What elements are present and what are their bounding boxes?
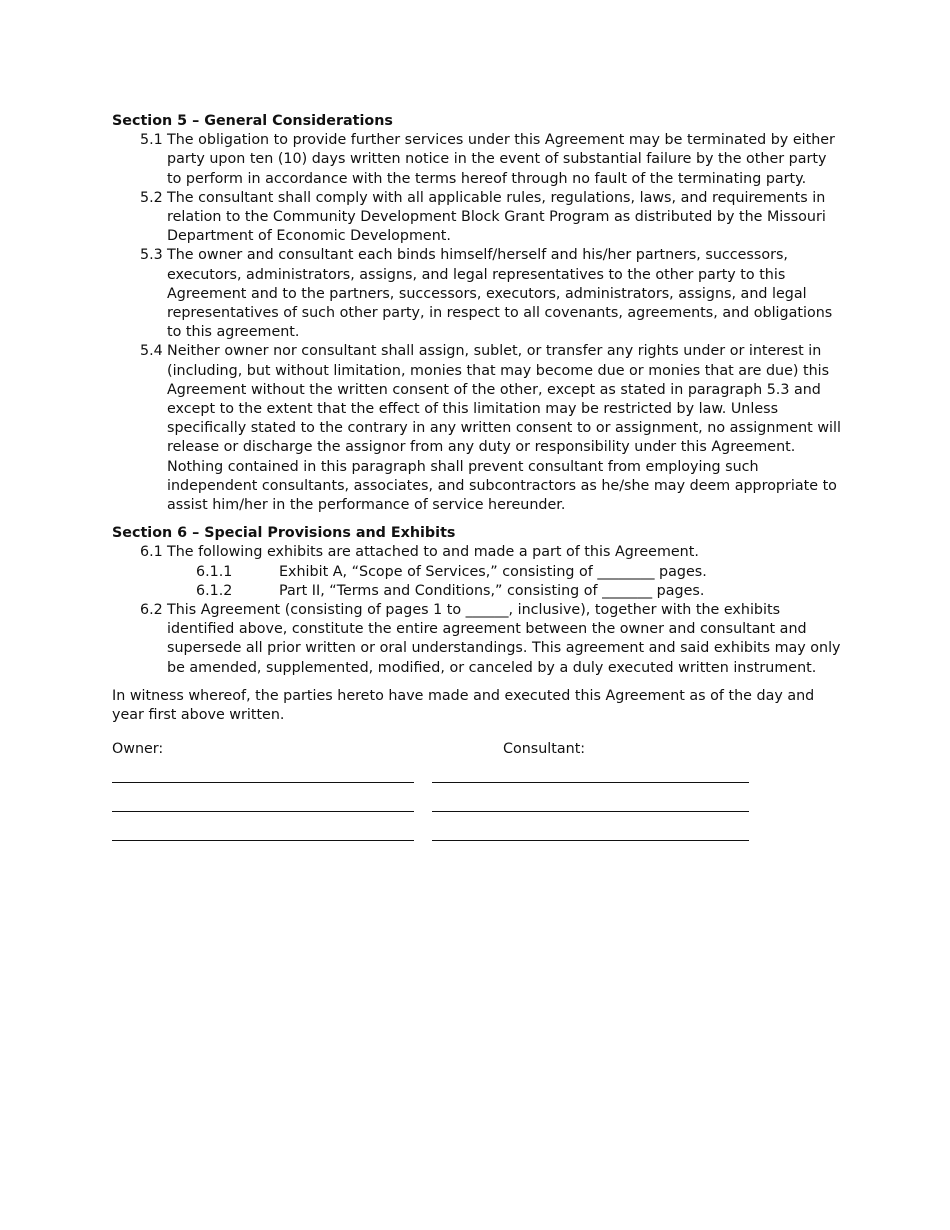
- document-page: [112, 112, 842, 849]
- clause-6-2: [140, 601, 842, 678]
- subclause-number: 6.1.1: [196, 563, 233, 580]
- clause-5-3: [140, 246, 842, 342]
- clause-text: This Agreement (consisting of pages 1 to ______, inclusive), together with the exhibits identified above, constitute the entire agreement between the owner and consultant and supersede all prior written or oral understandings. This agreement and said exhibits may only be amended, supplemented, modified, or canceled by a duly executed written instrument.: [167, 602, 841, 676]
- subclause-text: Part II, “Terms and Conditions,” consisting of _______ pages.: [279, 582, 705, 599]
- section-6-heading: Section 6 – Special Provisions and Exhibits: [112, 525, 456, 542]
- section-5-heading: Section 5 – General Considerations: [112, 113, 393, 129]
- clause-text: The consultant shall comply with all applicable rules, regulations, laws, and requirements in relation to the Community Development Block Grant Program as distributed by the Missouri Department of Economic Development.: [167, 189, 826, 245]
- owner-signature-line-3[interactable]: [112, 840, 414, 841]
- clause-text: The owner and consultant each binds himself/herself and his/her partners, successors, executors, administrators, assigns, and legal representatives to the other party to this Agreement and to the partners, successors, executors, administrators, assigns, and legal representatives of such other party, in respect to all covenants, agreements, and obligations to this agreement.: [167, 247, 833, 341]
- subclause-number: 6.1.2: [196, 582, 233, 599]
- section-5: [112, 112, 842, 515]
- consultant-signature-line-1[interactable]: [432, 782, 749, 783]
- owner-signature-line-1[interactable]: [112, 782, 414, 783]
- consultant-label: Consultant:: [503, 740, 586, 757]
- clause-number: 5.4: [140, 343, 163, 360]
- owner-label: Owner:: [112, 740, 164, 757]
- clause-5-2: [140, 189, 842, 247]
- witness-statement: In witness whereof, the parties hereto have made and executed this Agreement as of the day and year first above written.: [112, 687, 815, 724]
- clause-number: 6.2: [140, 602, 163, 619]
- consultant-signature-line-2[interactable]: [432, 811, 749, 812]
- section-6: [112, 524, 842, 678]
- owner-signature-line-2[interactable]: [112, 811, 414, 812]
- clause-text: The following exhibits are attached to and made a part of this Agreement.: [167, 544, 699, 561]
- clause-number: 5.1: [140, 132, 163, 149]
- clause-number: 5.3: [140, 247, 163, 264]
- clause-6-1-1: [196, 563, 842, 582]
- clause-6-1-2: [196, 582, 842, 601]
- clause-5-4: [140, 342, 842, 515]
- clause-number: 6.1: [140, 544, 163, 561]
- subclause-text: Exhibit A, “Scope of Services,” consisting of ________ pages.: [279, 563, 707, 580]
- signature-block: [112, 759, 842, 849]
- clause-5-1: [140, 131, 842, 189]
- clause-6-1: [140, 543, 842, 562]
- clause-text: Neither owner nor consultant shall assign, sublet, or transfer any rights under or interest in (including, but without limitation, monies that may become due or monies that are due) this Agreement without the written consent of the other, except as stated in paragraph 5.3 and except to the extent that the effect of this limitation may be restricted by law. Unless specifically stated to the contrary in any written consent to or assignment, no assignment will release or discharge the assignor from any duty or responsibility under this Agreement. Nothing contained in this paragraph shall prevent consultant from employing such independent consultants, associates, and subcontractors as he/she may deem appropriate to assist him/her in the performance of service hereunder.: [167, 343, 841, 514]
- signature-labels: [112, 740, 842, 759]
- clause-number: 5.2: [140, 189, 163, 206]
- consultant-signature-line-3[interactable]: [432, 840, 749, 841]
- clause-text: The obligation to provide further services under this Agreement may be terminated by either party upon ten (10) days written notice in the event of substantial failure by the other party to perform in accordance with the terms hereof through no fault of the terminating party.: [167, 132, 835, 187]
